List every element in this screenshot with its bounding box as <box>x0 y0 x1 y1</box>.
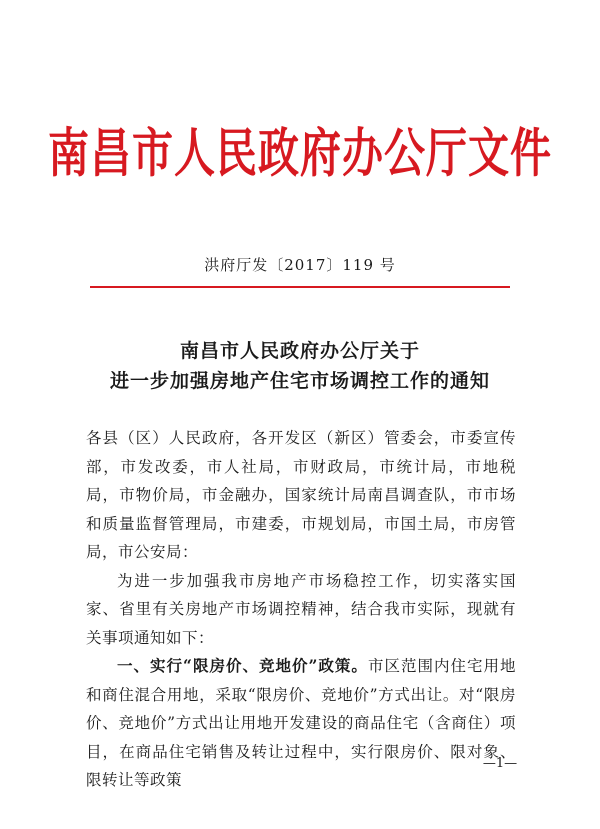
notice-title-line1: 南昌市人民政府办公厅关于 <box>179 340 420 362</box>
document-body <box>86 424 516 795</box>
section1-paragraph <box>86 652 516 795</box>
section1-heading: 一、实行“限房价、竞地价”政策。 <box>117 656 368 675</box>
section1-text: 市区范围内住宅用地和商住混合用地，采取“限房价、竞地价”方式出让。对“限房价、竞地价”方式出让用地开发建设的商品住宅（含商住）项目，在商品住宅销售及转让过程中，实行限房价、限对象、限转让等政策 <box>86 657 516 789</box>
red-divider-line <box>90 286 510 288</box>
document-number: 洪府厅发〔2017〕119 号 <box>204 256 396 274</box>
page-number: —1— <box>482 756 518 771</box>
intro-paragraph: 为进一步加强我市房地产市场稳控工作，切实落实国家、省里有关房地产市场调控精神，结合我市实际，现就有关事项通知如下： <box>86 571 516 647</box>
document-header-title: 南昌市人民政府办公厅文件 <box>48 122 552 184</box>
notice-title-line2: 进一步加强房地产住宅市场调控工作的通知 <box>109 370 490 392</box>
notice-title <box>0 336 600 396</box>
recipients-paragraph: 各县（区）人民政府，各开发区（新区）管委会，市委宣传部，市发改委，市人社局，市财政局，市统计局，市地税局，市物价局，市金融办，国家统计局南昌调查队，市市场和质量监督管理局，市建委，市规划局，市国土局，市房管局，市公安局： <box>86 429 516 561</box>
